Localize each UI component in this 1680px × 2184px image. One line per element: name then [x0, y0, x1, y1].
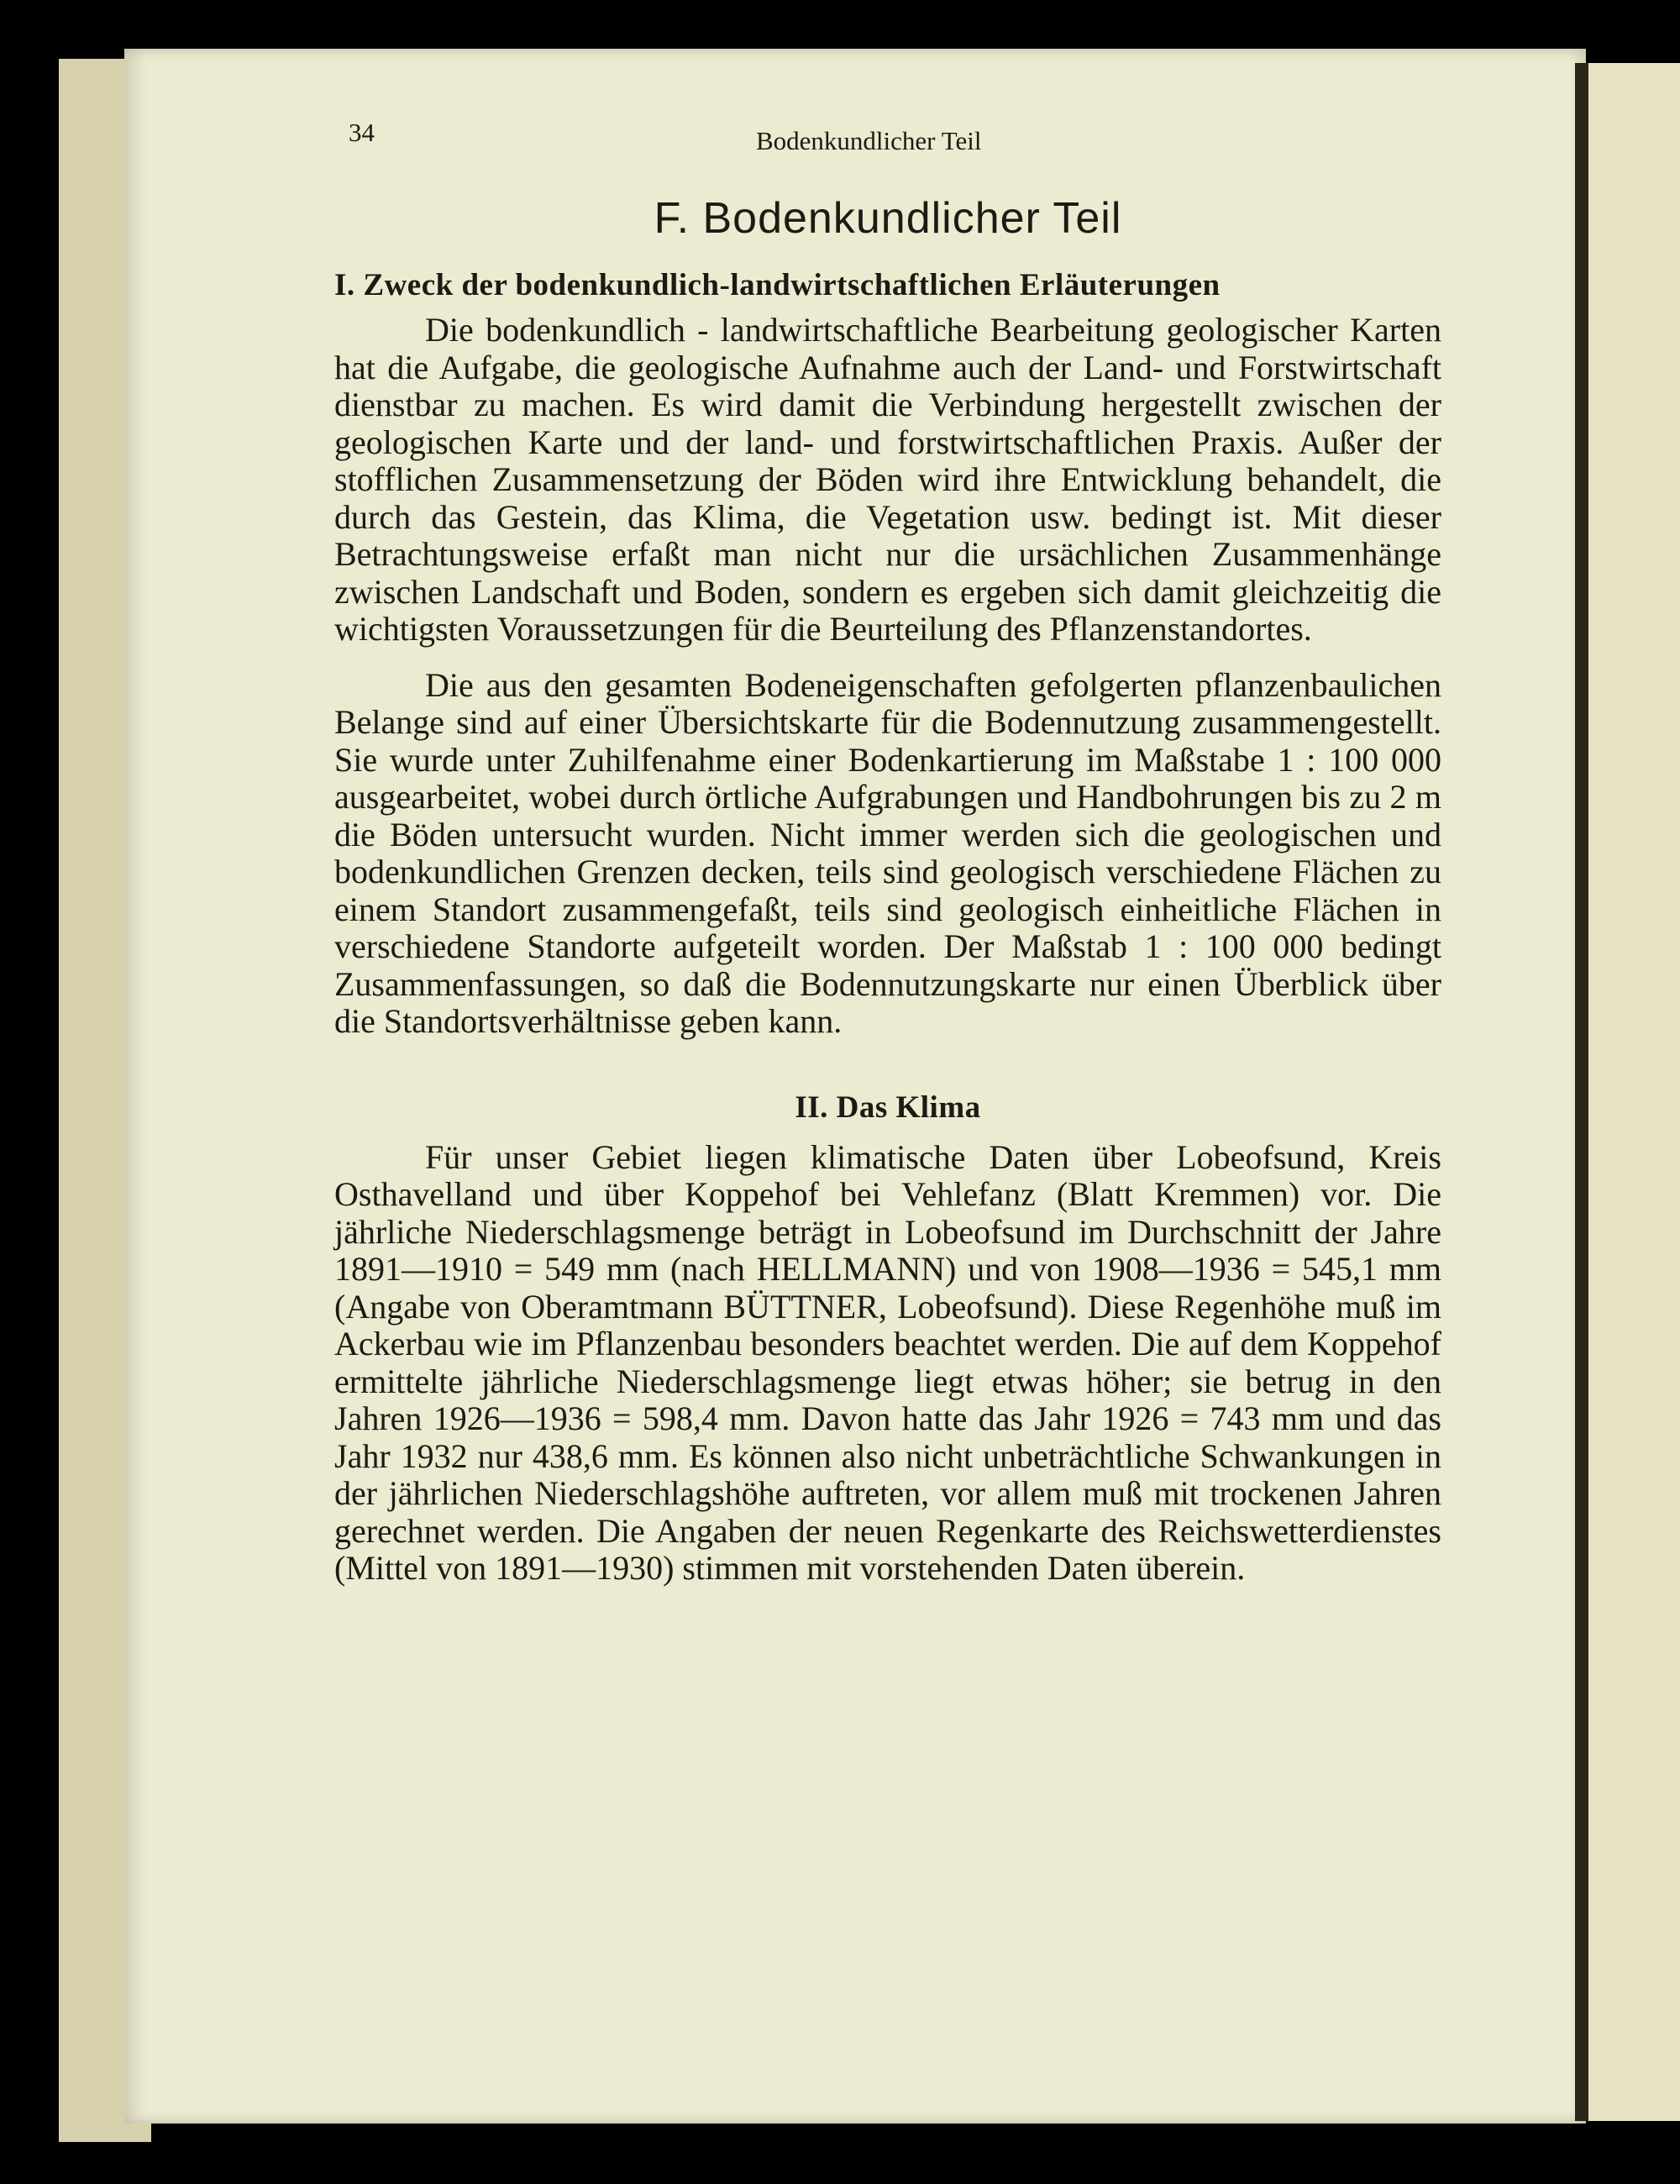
- page-text: [334, 193, 1441, 1606]
- book-gutter: [1575, 63, 1588, 2121]
- facing-page-edge: [1588, 63, 1680, 2121]
- page-number: 34: [349, 118, 375, 147]
- running-header: [349, 118, 1529, 160]
- subsection-title-climate: II. Das Klima: [795, 1089, 981, 1125]
- section-title: F. Bodenkundlicher Teil: [654, 194, 1122, 243]
- subsection-title-purpose: I. Zweck der bodenkundlich-landwirtschaftlichen Erläuterungen: [334, 268, 1221, 302]
- paragraph: Für unser Gebiet liegen klimatische Daten über Lobeofsund, Kreis Osthavelland und über Koppehof bei Vehlefanz (Blatt Kremmen) vor. Die jährliche Niederschlagsmenge beträgt in Lobeofsund im Durchschnitt der Jahre 1891—1910 = 549 mm (nach HELLMANN) und von 1908—1936 = 545,1 mm (Angabe von Oberamtmann BÜTTNER, Lobeofsund). Diese Regenhöhe muß im Ackerbau wie im Pflanzenbau besonders beachtet werden. Die auf dem Koppehof ermittelte jährliche Niederschlagsmenge liegt etwas höher; sie betrug in den Jahren 1926—1936 = 598,4 mm. Davon hatte das Jahr 1926 = 743 mm und das Jahr 1932 nur 438,6 mm. Es können also nicht unbeträchtliche Schwankungen in der jährlichen Niederschlagshöhe auftreten, vor allem muß mit trockenen Jahren gerechnet werden. Die Angaben der neuen Regenkarte des Reichswetterdienstes (Mittel von 1891—1930) stimmen mit vorstehenden Daten überein.: [334, 1137, 1441, 1587]
- paragraph: Die bodenkundlich - landwirtschaftliche Bearbeitung geologischer Karten hat die Aufgabe, die geologische Aufnahme auch der Land- und Forstwirtschaft dienstbar zu machen. Es wird damit die Verbindung hergestellt zwischen der geologischen Karte und der land- und forstwirtschaftlichen Praxis. Außer der stofflichen Zusammensetzung der Böden wird ihre Entwicklung behandelt, die durch das Gestein, das Klima, die Vegetation usw. bedingt ist. Mit dieser Betrachtungsweise erfaßt man nicht nur die ursächlichen Zusammenhänge zwischen Landschaft und Boden, sondern es ergeben sich damit gleichzeitig die wichtigsten Voraussetzungen für die Beurteilung des Pflanzenstandortes.: [334, 311, 1441, 648]
- paragraph: Die aus den gesamten Bodeneigenschaften gefolgerten pflanzenbaulichen Belange sind auf einer Übersichtskarte für die Bodennutzung zusammengestellt. Sie wurde unter Zuhilfenahme einer Bodenkartierung im Maßstabe 1 : 100 000 ausgearbeitet, wobei durch örtliche Aufgrabungen und Handbohrungen bis zu 2 m die Böden untersucht wurden. Nicht immer werden sich die geologischen und bodenkundlichen Grenzen decken, teils sind geologisch verschiedene Flächen zu einem Standort zusammengefaßt, teils sind geologisch einheitliche Flächen in verschiedene Standorte aufgeteilt worden. Der Maßstab 1 : 100 000 bedingt Zusammenfassungen, so daß die Bodennutzungskarte nur einen Überblick über die Standortsverhältnisse geben kann.: [334, 665, 1441, 1040]
- running-title: Bodenkundlicher Teil: [756, 126, 982, 155]
